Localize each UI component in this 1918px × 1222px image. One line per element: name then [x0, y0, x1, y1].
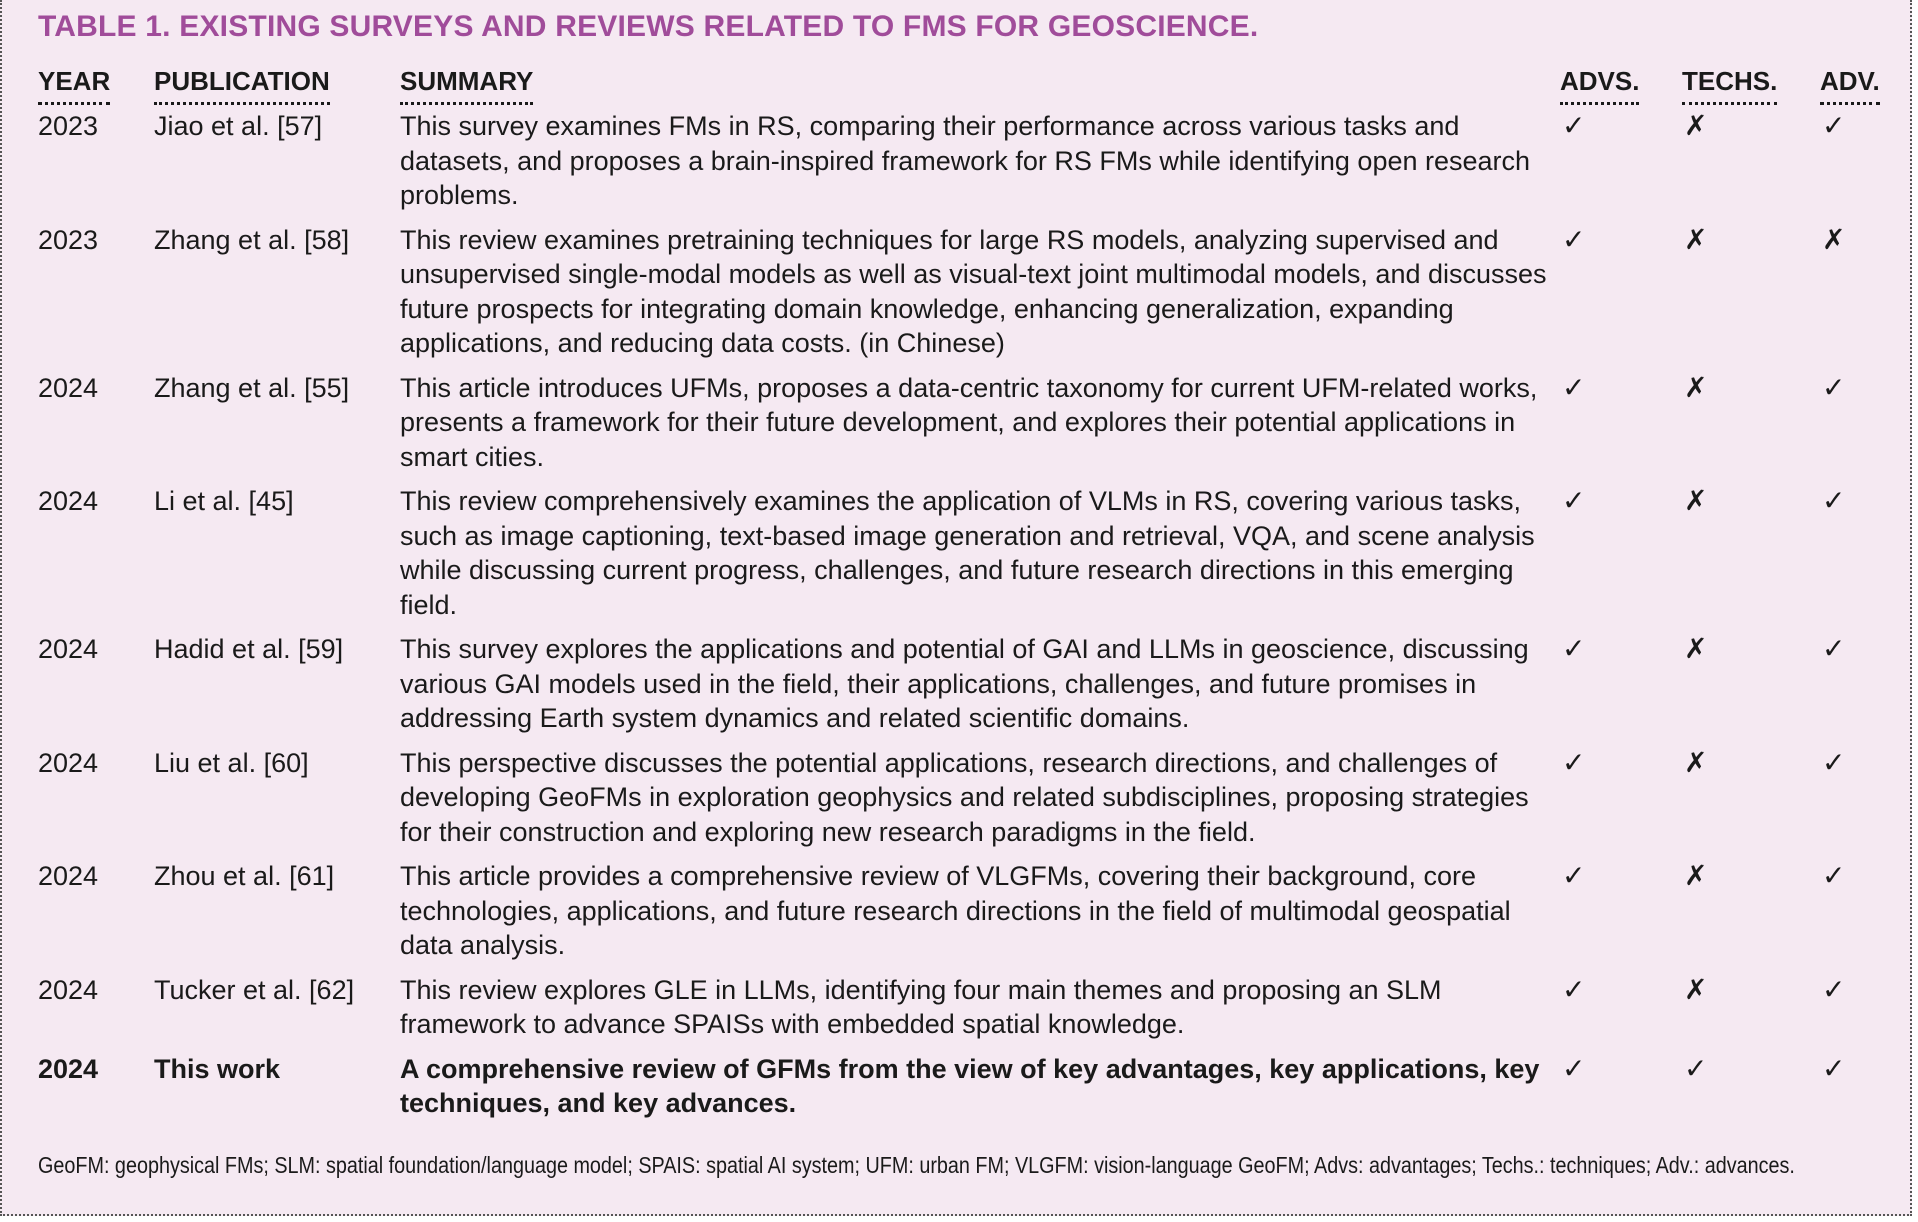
col-adv-header: ADV. — [1820, 66, 1886, 109]
table-row — [38, 632, 1886, 746]
adv-mark: ✓ — [1822, 746, 1846, 778]
techs-mark: ✗ — [1684, 973, 1708, 1005]
publication-cell: Zhou et al. [61] — [154, 861, 335, 891]
advs-mark: ✓ — [1562, 110, 1586, 141]
table-row — [38, 746, 1886, 860]
summary-cell: This review comprehensively examines the application of VLMs in RS, covering various tasks, such as image captioning, text-based image generation and retrieval, VQA, and scene analysis while discussing current progress, challenges, and future research directions in this emerging field. — [400, 486, 1535, 620]
summary-cell: This review explores GLE in LLMs, identifying four main themes and proposing an SLM framework to advance SPAISs with embedded spatial knowledge. — [400, 974, 1442, 1039]
year-cell: 2023 — [38, 111, 99, 141]
adv-mark: ✓ — [1822, 1052, 1846, 1084]
techs-mark: ✗ — [1684, 485, 1708, 516]
year-cell: 2024 — [38, 861, 99, 891]
adv-mark: ✓ — [1822, 973, 1846, 1005]
table-row — [38, 859, 1886, 973]
adv-mark: ✓ — [1822, 860, 1846, 891]
table-row-this-work — [38, 1052, 1886, 1131]
year-cell: 2024 — [38, 486, 99, 516]
techs-mark: ✗ — [1684, 110, 1708, 141]
summary-cell: This article provides a comprehensive review of VLGFMs, covering their background, core technologies, applications, and future research directions in the field of multimodal geospatial data analysis. — [400, 861, 1511, 960]
table-row — [38, 223, 1886, 371]
adv-mark: ✓ — [1822, 485, 1846, 516]
adv-mark: ✓ — [1822, 371, 1846, 403]
techs-mark: ✓ — [1684, 1052, 1708, 1084]
techs-mark: ✗ — [1684, 746, 1708, 778]
advs-mark: ✓ — [1562, 860, 1586, 891]
table-row — [38, 109, 1886, 223]
summary-cell: This article introduces UFMs, proposes a data-centric taxonomy for current UFM-related works, presents a framework for their future development, and explores their potential applications in smart cities. — [400, 372, 1538, 472]
techs-mark: ✗ — [1684, 223, 1708, 255]
year-cell: 2024 — [38, 1053, 99, 1084]
year-cell: 2023 — [38, 224, 99, 255]
techs-mark: ✗ — [1684, 860, 1708, 891]
header-row — [38, 66, 1886, 109]
adv-mark: ✓ — [1822, 633, 1846, 664]
publication-cell: Jiao et al. [57] — [154, 111, 323, 141]
summary-cell: This survey examines FMs in RS, comparing their performance across various tasks and datasets, and proposes a brain-inspired framework for RS FMs while identifying open research problems. — [400, 111, 1531, 210]
advs-mark: ✓ — [1562, 1052, 1586, 1084]
advs-mark: ✓ — [1562, 371, 1586, 403]
techs-mark: ✗ — [1684, 633, 1708, 664]
year-cell: 2024 — [38, 372, 99, 403]
publication-cell: Zhang et al. [55] — [154, 372, 350, 403]
year-cell: 2024 — [38, 747, 99, 778]
table-row — [38, 484, 1886, 632]
adv-mark: ✓ — [1822, 110, 1846, 141]
advs-mark: ✓ — [1562, 746, 1586, 778]
table-row — [38, 371, 1886, 485]
publication-cell: Liu et al. [60] — [154, 747, 309, 778]
publication-cell: Tucker et al. [62] — [154, 974, 355, 1005]
surveys-table — [38, 66, 1886, 1131]
summary-cell: This survey explores the applications and potential of GAI and LLMs in geoscience, discussing various GAI models used in the field, their applications, challenges, and future promises in addressing Earth system dynamics and related scientific domains. — [400, 634, 1529, 733]
table-footnote: GeoFM: geophysical FMs; SLM: spatial foundation/language model; SPAIS: spatial AI system; UFM: urban FM; VLGFM: vision-language GeoFM; Advs: advantages; Techs.: techniques; Adv.: advances. — [38, 1152, 1795, 1178]
col-summary-header: SUMMARY — [400, 66, 1560, 109]
publication-cell: Hadid et al. [59] — [154, 634, 344, 664]
year-cell: 2024 — [38, 634, 99, 664]
advs-mark: ✓ — [1562, 223, 1586, 255]
col-year-header: YEAR — [38, 66, 154, 109]
advs-mark: ✓ — [1562, 633, 1586, 664]
publication-cell: Zhang et al. [58] — [154, 224, 350, 255]
summary-cell: This review examines pretraining techniques for large RS models, analyzing supervised and unsupervised single-modal models as well as visual-text joint multimodal models, and discusses future prospects for integrating domain knowledge, enhancing generalization, expanding applications, and reducing data costs. (in Chinese) — [400, 224, 1547, 358]
col-techs-header: TECHS. — [1682, 66, 1820, 109]
publication-cell: Li et al. [45] — [154, 486, 294, 516]
col-advs-header: ADVS. — [1560, 66, 1682, 109]
summary-cell: A comprehensive review of GFMs from the view of key advantages, key applications, key techniques, and key advances. — [400, 1053, 1540, 1118]
publication-cell: This work — [154, 1053, 281, 1084]
summary-cell: This perspective discusses the potential applications, research directions, and challenges of developing GeoFMs in exploration geophysics and related subdisciplines, proposing strategies for their construction and exploring new research paradigms in the field. — [400, 747, 1529, 847]
col-publication-header: PUBLICATION — [154, 66, 400, 109]
techs-mark: ✗ — [1684, 371, 1708, 403]
table-row — [38, 973, 1886, 1052]
table-title: TABLE 1. EXISTING SURVEYS AND REVIEWS RELATED TO FMS FOR GEOSCIENCE. — [38, 10, 1259, 43]
advs-mark: ✓ — [1562, 973, 1586, 1005]
advs-mark: ✓ — [1562, 485, 1586, 516]
adv-mark: ✗ — [1822, 223, 1846, 255]
year-cell: 2024 — [38, 974, 99, 1005]
